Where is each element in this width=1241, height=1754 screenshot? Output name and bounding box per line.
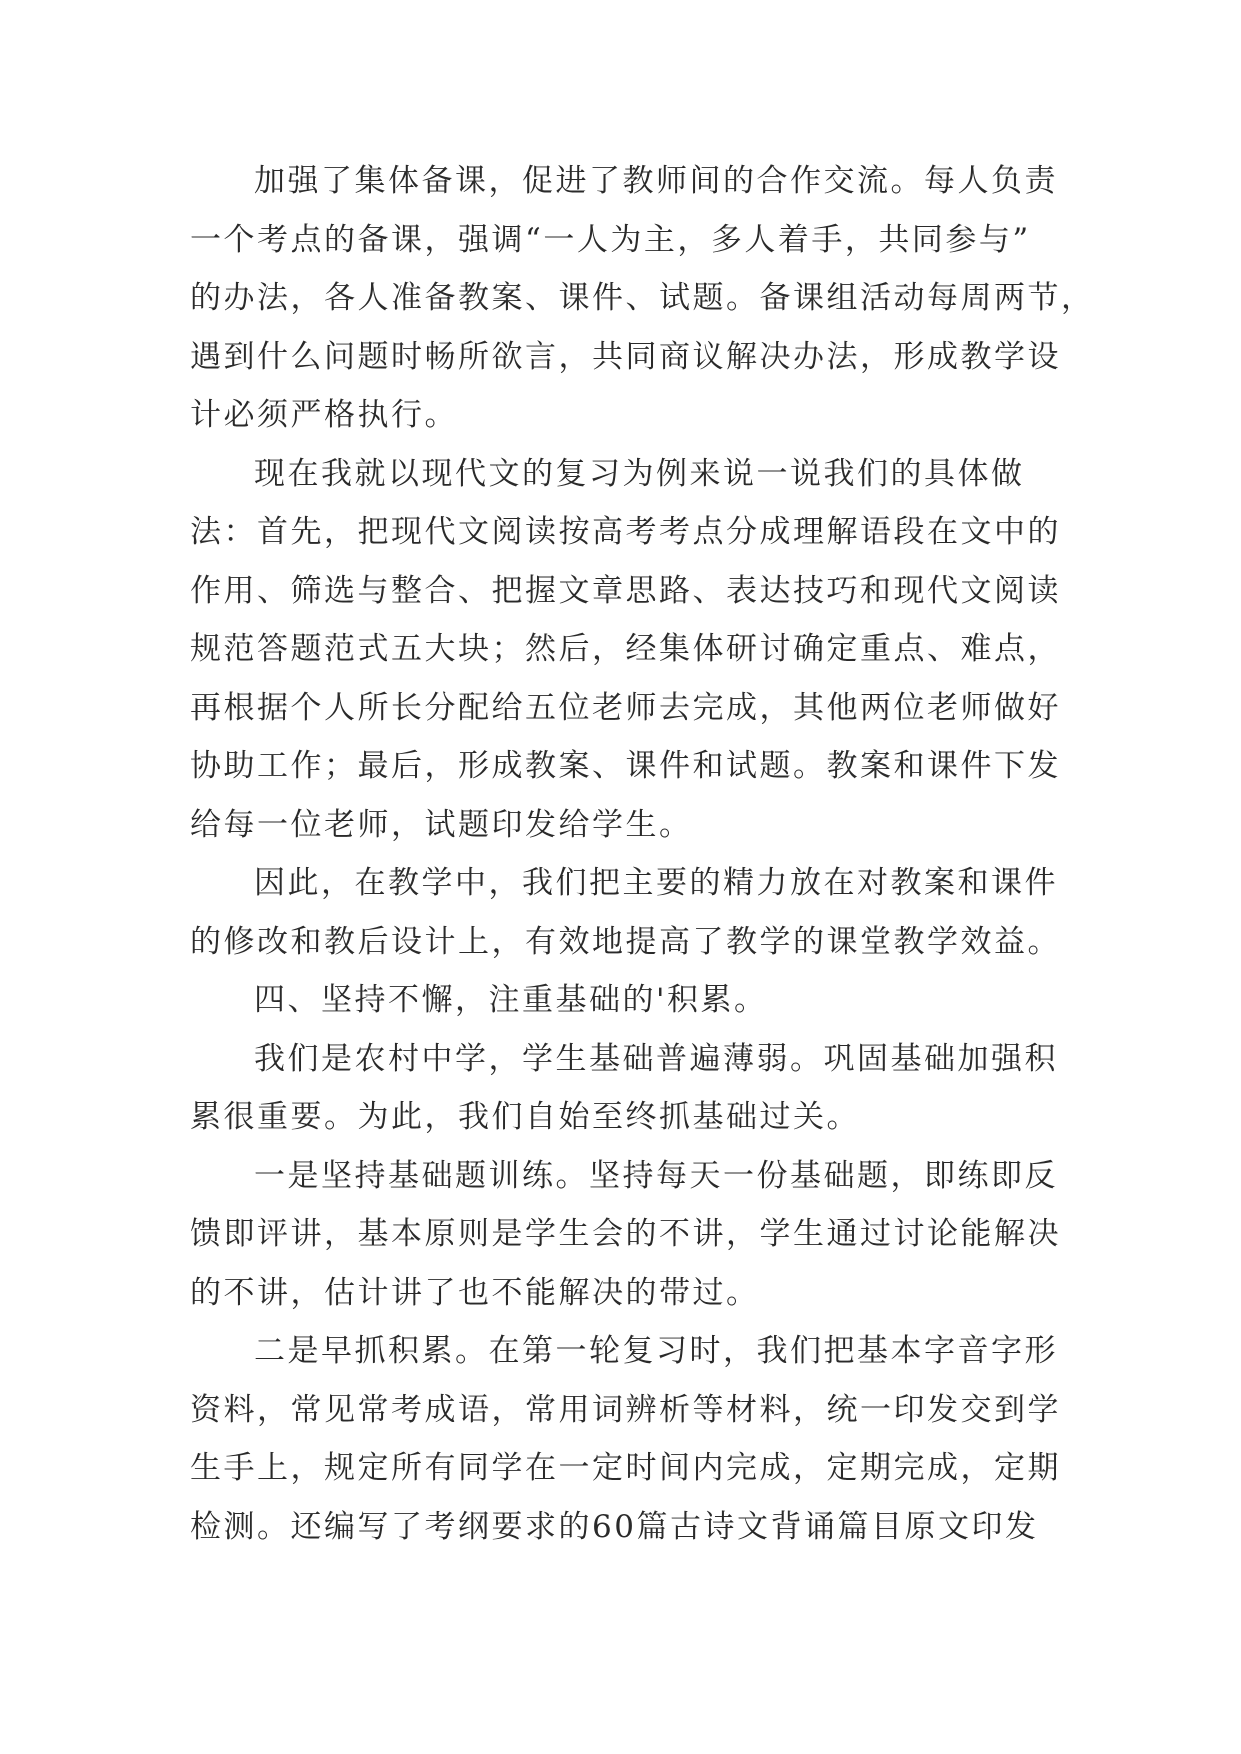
text-line: 加强了集体备课，促进了教师间的合作交流。每人负责 xyxy=(254,163,1058,199)
text-line: 计必须严格执行。 xyxy=(190,397,458,433)
text-line: 现在我就以现代文的复习为例来说一说我们的具体做 xyxy=(254,455,1025,492)
text-line: 检测。还编写了考纲要求的60篇古诗文背诵篇目原文印发 xyxy=(190,1508,1039,1545)
text-line: 再根据个人所长分配给五位老师去完成，其他两位老师做好 xyxy=(190,689,1061,726)
text-line: 法：首先，把现代文阅读按高考考点分成理解语段在文中的 xyxy=(190,514,1061,550)
text-line: 四、坚持不懈，注重基础的'积累。 xyxy=(254,982,768,1018)
paragraph-modern-text-review xyxy=(190,445,1061,855)
text-line: 作用、筛选与整合、把握文章思路、表达技巧和现代文阅读 xyxy=(190,572,1061,609)
text-line: 的办法，各人准备教案、课件、试题。备课组活动每周两节， xyxy=(190,280,1095,316)
text-line: 遇到什么问题时畅所欲言，共同商议解决办法，形成教学设 xyxy=(190,338,1061,375)
section-heading-four xyxy=(190,971,1054,1030)
text-line: 累很重要。为此，我们自始至终抓基础过关。 xyxy=(190,1099,860,1135)
text-line: 一是坚持基础题训练。坚持每天一份基础题，即练即反 xyxy=(254,1157,1058,1194)
text-line: 的修改和教后设计上，有效地提高了教学的课堂教学效益。 xyxy=(190,923,1061,960)
text-line: 的不讲，估计讲了也不能解决的带过。 xyxy=(190,1274,760,1311)
paragraph-collective-lesson-prep xyxy=(190,152,1095,445)
text-line: 给每一位老师，试题印发给学生。 xyxy=(190,806,693,843)
text-line: 一个考点的备课，强调“一人为主，多人着手，共同参与” xyxy=(190,221,1031,258)
paragraph-teaching-focus xyxy=(190,854,1061,971)
text-line: 协助工作；最后，形成教案、课件和试题。教案和课件下发 xyxy=(190,748,1061,784)
text-line: 生手上，规定所有同学在一定时间内完成，定期完成，定期 xyxy=(190,1450,1061,1486)
paragraph-early-accumulation xyxy=(190,1322,1061,1556)
text-line: 我们是农村中学，学生基础普遍薄弱。巩固基础加强积 xyxy=(254,1040,1058,1077)
text-line: 馈即评讲，基本原则是学生会的不讲，学生通过讨论能解决 xyxy=(190,1216,1061,1252)
paragraph-rural-school xyxy=(190,1030,1058,1147)
text-line: 规范答题范式五大块；然后，经集体研讨确定重点、难点， xyxy=(190,631,1061,667)
text-line: 因此，在教学中，我们把主要的精力放在对教案和课件 xyxy=(254,865,1058,901)
paragraph-basic-training xyxy=(190,1147,1061,1323)
text-line: 二是早抓积累。在第一轮复习时，我们把基本字音字形 xyxy=(254,1333,1058,1369)
text-line: 资料，常见常考成语，常用词辨析等材料，统一印发交到学 xyxy=(190,1391,1061,1428)
document-body xyxy=(190,152,1095,1556)
